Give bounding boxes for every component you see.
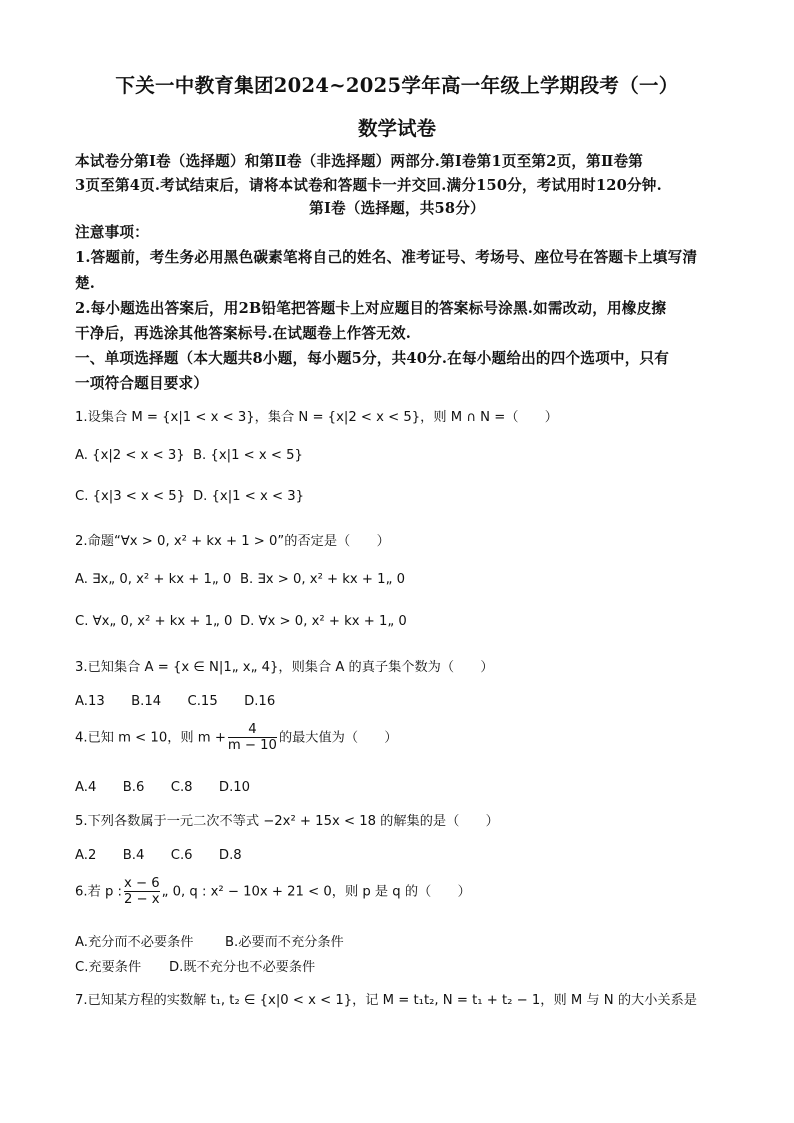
section-1-line-2: 一项符合题目要求） xyxy=(75,375,209,392)
question-6-option-d: D.既不充分也不必要条件 xyxy=(169,960,316,975)
question-2-option-d: D. ∀x > 0, x² + kx + 1„ 0 xyxy=(240,614,407,629)
question-4-fraction xyxy=(228,722,277,753)
question-1-option-b: B. {x|1 < x < 5} xyxy=(193,448,303,463)
question-1-option-d: D. {x|1 < x < 3} xyxy=(193,489,305,504)
question-6-fraction xyxy=(124,876,160,907)
note-1-line-2: 楚. xyxy=(75,275,96,292)
question-1-stem: 1.设集合 M = {x|1 < x < 3}，集合 N = {x|2 < x < 5}，则 M ∩ N =（ ） xyxy=(75,410,558,425)
question-7-stem: 7.已知某方程的实数解 t₁, t₂ ∈ {x|0 < x < 1}，记 M = t₁t₂, N = t₁ + t₂ − 1，则 M 与 N 的大小关系是 xyxy=(75,993,697,1008)
question-6-fraction-denominator: 2 − x xyxy=(123,892,160,907)
intro-line-2: 3页至第4页.考试结束后，请将本试卷和答题卡一并交回.满分150分，考试用时120分钟. xyxy=(75,177,662,194)
question-4-stem-post: 的最大值为（ ） xyxy=(278,730,398,746)
question-6-fraction-numerator: x − 6 xyxy=(123,876,160,891)
question-2-option-c: C. ∀x„ 0, x² + kx + 1„ 0 xyxy=(75,614,233,629)
question-2-option-a: A. ∃x„ 0, x² + kx + 1„ 0 xyxy=(75,572,232,587)
question-4-stem-pre: 4.已知 m < 10，则 m + xyxy=(75,730,226,746)
question-6-stem-post: „ 0, q : x² − 10x + 21 < 0，则 p 是 q 的（ ） xyxy=(161,884,471,900)
note-2-line-1: 2.每小题选出答案后，用2B铅笔把答题卡上对应题目的答案标号涂黑.如需改动，用橡皮擦 xyxy=(75,300,667,317)
question-2-option-b: B. ∃x > 0, x² + kx + 1„ 0 xyxy=(240,572,405,587)
intro-line-1: 本试卷分第Ⅰ卷（选择题）和第Ⅱ卷（非选择题）两部分.第Ⅰ卷第1页至第2页，第Ⅱ卷第 xyxy=(75,153,644,170)
question-6-option-b: B.必要而不充分条件 xyxy=(225,935,344,950)
question-6-stem-pre: 6.若 p : xyxy=(75,884,122,900)
question-4-fraction-denominator: m − 10 xyxy=(227,738,277,753)
question-2-stem: 2.命题“∀x > 0, x² + kx + 1 > 0”的否定是（ ） xyxy=(75,534,390,549)
notes-heading: 注意事项： xyxy=(75,224,149,241)
question-6-stem xyxy=(75,876,471,907)
exam-subtitle: 数学试卷 xyxy=(357,117,436,140)
question-1-option-c: C. {x|3 < x < 5} xyxy=(75,489,186,504)
note-2-line-2: 干净后，再选涂其他答案标号.在试题卷上作答无效. xyxy=(75,325,412,342)
question-5-options: A.2 B.4 C.6 D.8 xyxy=(75,848,242,863)
question-6-option-a: A.充分而不必要条件 xyxy=(75,935,194,950)
question-3-options: A.13 B.14 C.15 D.16 xyxy=(75,694,276,709)
question-3-stem: 3.已知集合 A = {x ∈ N|1„ x„ 4}，则集合 A 的真子集个数为（ ） xyxy=(75,660,494,675)
question-1-option-a: A. {x|2 < x < 3} xyxy=(75,448,185,463)
note-1-line-1: 1.答题前，考生务必用黑色碳素笔将自己的姓名、准考证号、考场号、座位号在答题卡上填写清 xyxy=(75,249,698,266)
question-6-option-c: C.充要条件 xyxy=(75,960,142,975)
question-5-stem: 5.下列各数属于一元二次不等式 −2x² + 15x < 18 的解集的是（ ） xyxy=(75,814,499,829)
part1-heading: 第Ⅰ卷（选择题，共58分） xyxy=(309,200,485,217)
exam-title: 下关一中教育集团2024~2025学年高一年级上学期段考（一） xyxy=(115,74,679,97)
section-1-line-1: 一、单项选择题（本大题共8小题，每小题5分，共40分.在每小题给出的四个选项中，只有 xyxy=(75,350,670,367)
question-4-stem xyxy=(75,722,398,753)
question-4-options: A.4 B.6 C.8 D.10 xyxy=(75,780,251,795)
question-4-fraction-numerator: 4 xyxy=(248,722,257,737)
